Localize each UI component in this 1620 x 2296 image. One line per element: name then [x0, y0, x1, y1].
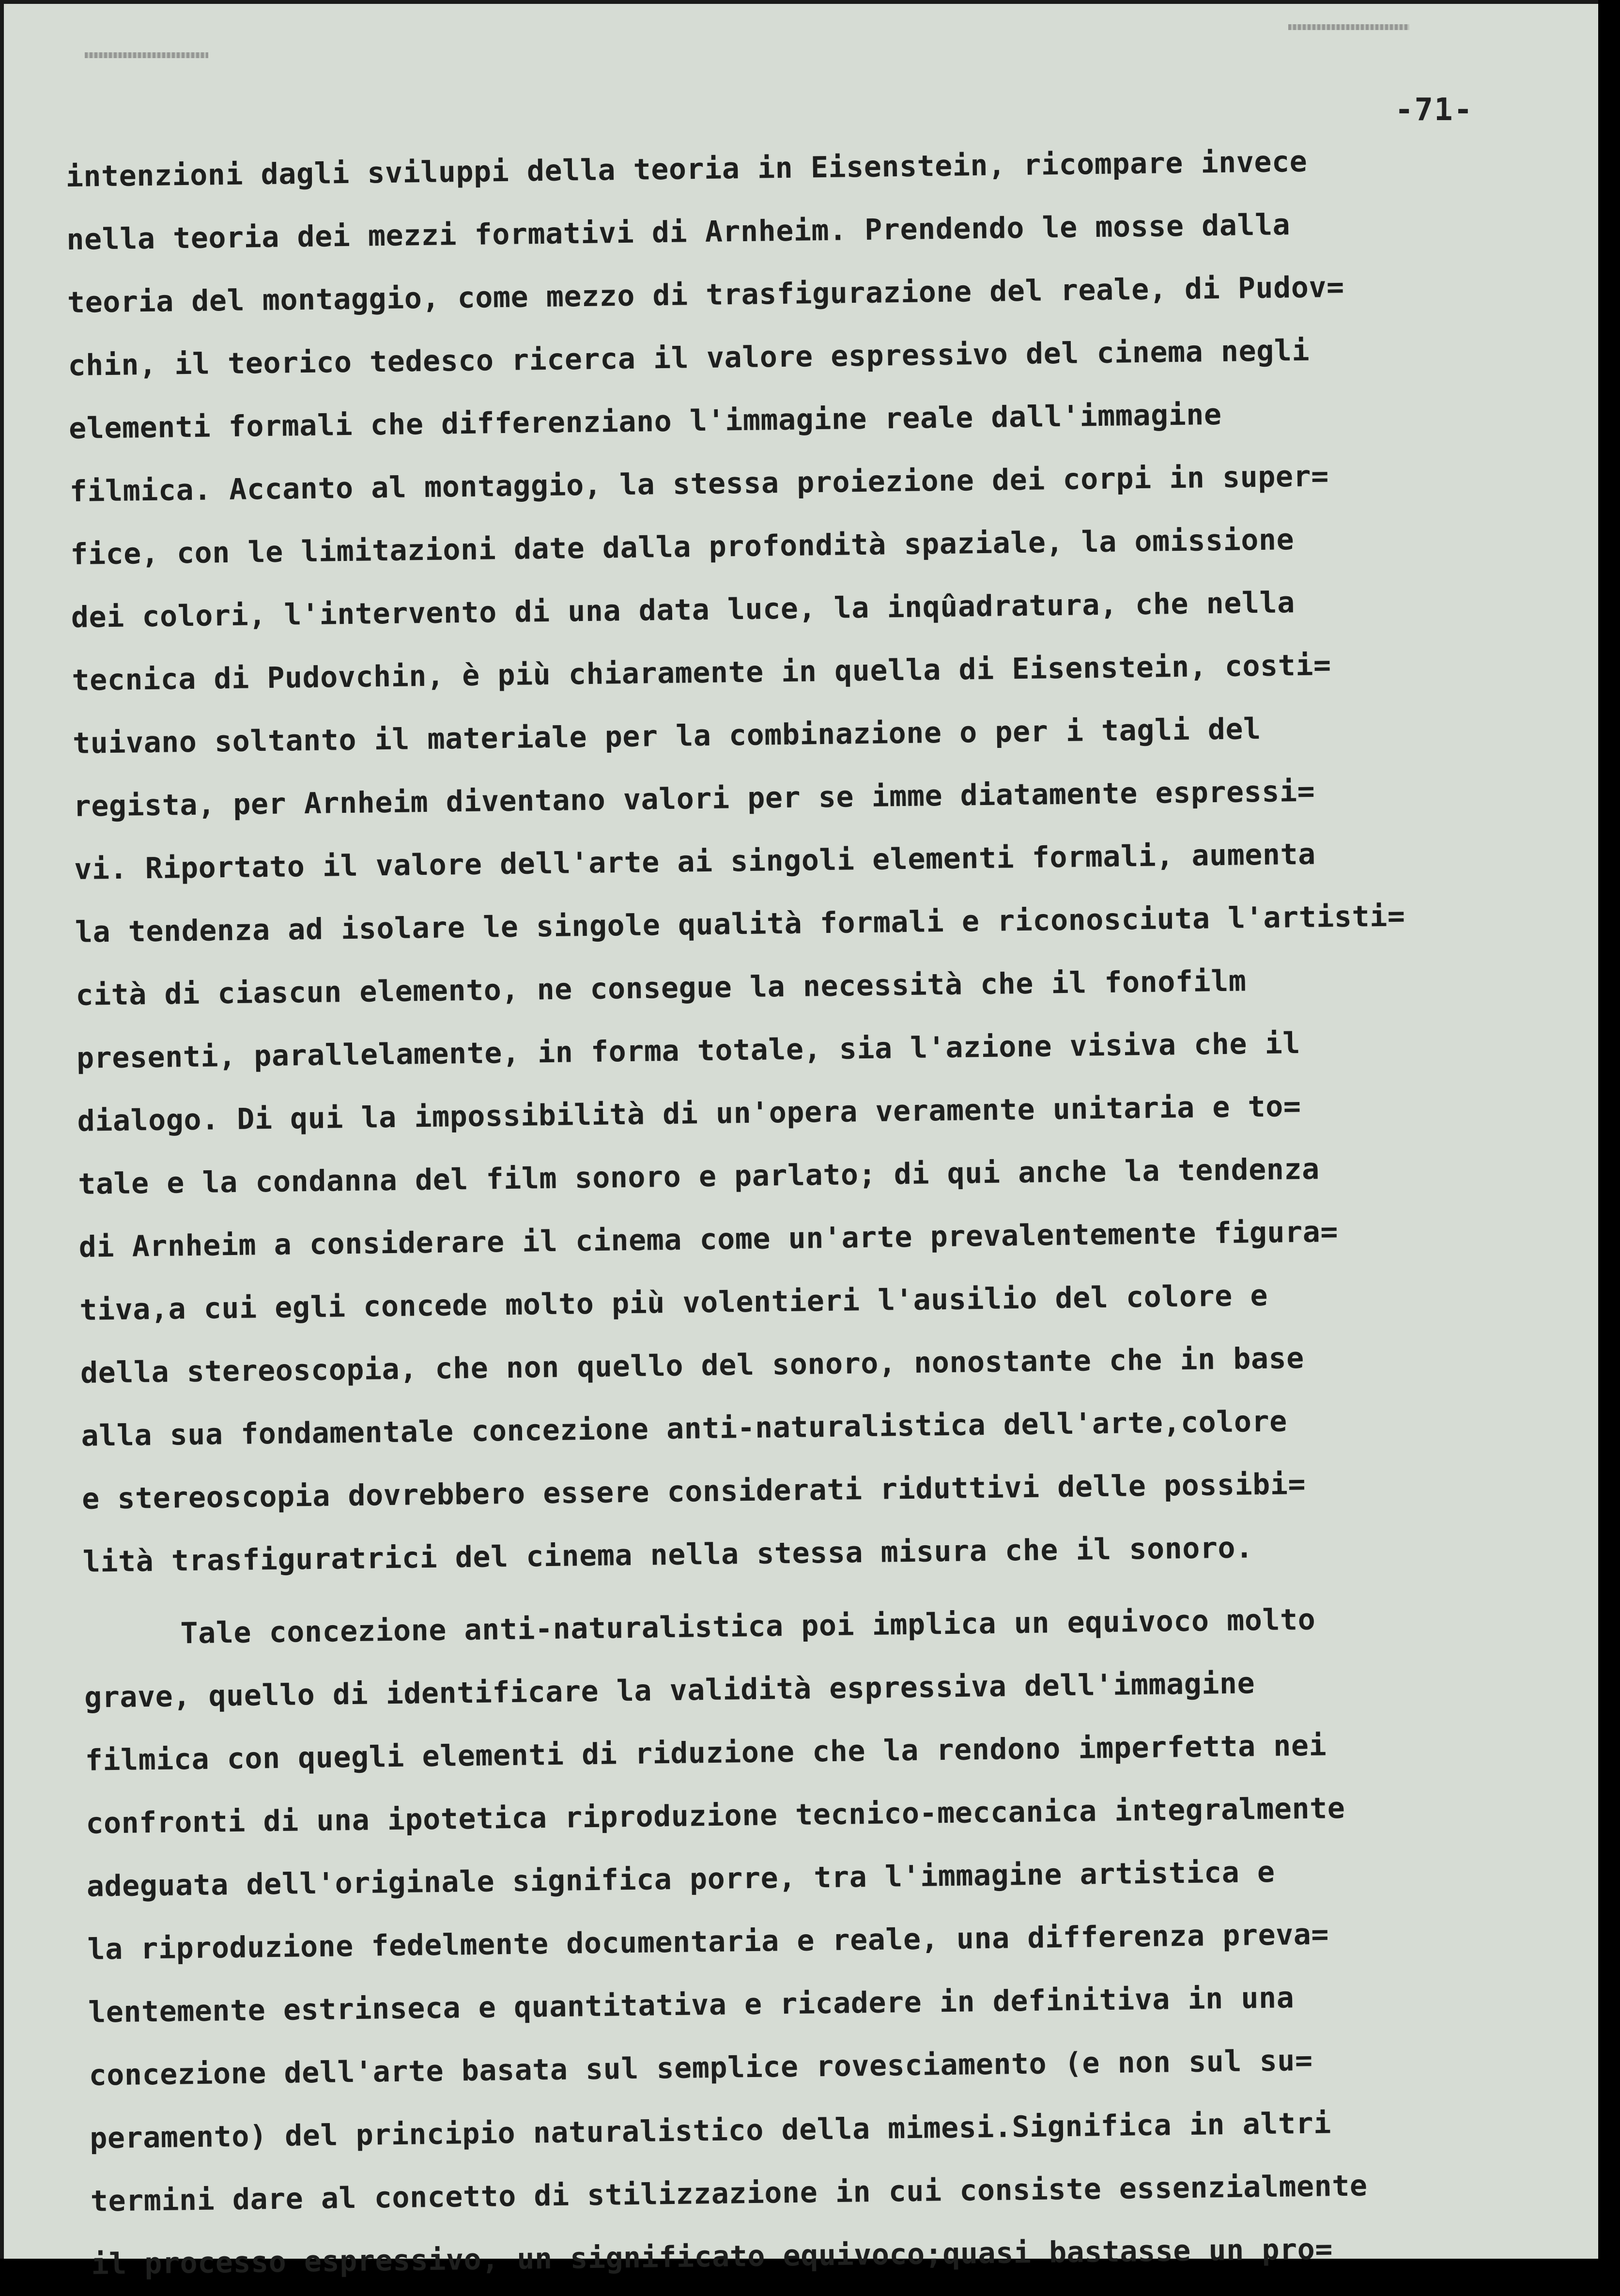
scan-border-top: [0, 0, 1598, 4]
text-line: regista, per Arnheim diventano valori per se imme diatamente espressi=: [73, 774, 1315, 823]
text-line: elementi formali che differenziano l'immagine reale dall'immagine: [68, 397, 1222, 446]
text-line: intenzioni dagli sviluppi della teoria in Eisenstein, ricompare invece: [65, 144, 1308, 194]
text-line: dialogo. Di qui la impossibilità di un'opera veramente unitaria e to=: [77, 1089, 1301, 1138]
text-line: di Arnheim a considerare il cinema come un'arte prevalentemente figura=: [78, 1215, 1339, 1264]
text-line: concezione dell'arte basata sul semplice rovesciamento (e non sul su=: [89, 2043, 1313, 2093]
tape-mark-left: [85, 52, 208, 58]
text-line: fice, con le limitazioni date dalla profondità spaziale, la omissione: [70, 523, 1295, 572]
page-number: -71-: [1395, 92, 1474, 128]
text-line: cità di ciascun elemento, ne consegue la necessità che il fonofilm: [76, 964, 1247, 1012]
text-line: il processo espressivo, un significato equivoco;quasi bastasse un pro=: [91, 2232, 1333, 2281]
text-line: lità trasfiguratrici del cinema nella stessa misura che il sonoro.: [82, 1531, 1254, 1579]
scan-edge-right: [1598, 0, 1620, 2259]
text-line: alla sua fondamentale concezione anti-naturalistica dell'arte,colore: [81, 1404, 1288, 1453]
text-line: tiva,a cui egli concede molto più volentieri l'ausilio del colore e: [79, 1278, 1268, 1327]
text-line: della stereoscopia, che non quello del sonoro, nonostante che in base: [80, 1341, 1305, 1390]
text-line: lentemente estrinseca e quantitativa e ricadere in definitiva in una: [88, 1981, 1295, 2030]
text-line: vi. Riportato il valore dell'arte ai singoli elementi formali, aumenta: [74, 837, 1316, 886]
text-line: chin, il teorico tedesco ricerca il valore espressivo del cinema negli: [68, 333, 1310, 383]
text-line: e stereoscopia dovrebbero essere considerati riduttivi delle possibi=: [81, 1467, 1306, 1516]
text-line: Tale concezione anti-naturalistica poi implica un equivoco molto: [180, 1602, 1316, 1651]
text-line: la tendenza ad isolare le singole qualità formali e riconosciuta l'artisti=: [75, 899, 1405, 949]
scan-border-left: [0, 0, 4, 2259]
text-line: dei colori, l'intervento di una data luce, la inqûadratura, che nella: [71, 586, 1296, 635]
text-line: teoria del montaggio, come mezzo di trasfigurazione del reale, di Pudov=: [67, 270, 1345, 320]
text-line: tecnica di Pudovchin, è più chiaramente in quella di Eisenstein, costi=: [72, 648, 1331, 698]
text-line: tuivano soltanto il materiale per la combinazione o per i tagli del: [72, 712, 1262, 760]
text-line: filmica con quegli elementi di riduzione che la rendono imperfetta nei: [85, 1728, 1327, 1778]
body-text: [65, 127, 1583, 2296]
text-line: grave, quello di identificare la validità espressiva dell'immagine: [84, 1666, 1255, 1715]
text-line: tale e la condanna del film sonoro e parlato; di qui anche la tendenza: [77, 1152, 1320, 1201]
text-line: adeguata dell'originale significa porre, tra l'immagine artistica e: [86, 1855, 1275, 1904]
text-line: termini dare al concetto di stilizzazione in cui consiste essenzialmente: [90, 2169, 1368, 2218]
text-line: peramento) del principio naturalistico della mimesi.Significa in altri: [89, 2106, 1332, 2156]
text-line: presenti, parallelamente, in forma totale, sia l'azione visiva che il: [76, 1026, 1301, 1075]
text-line: la riproduzione fedelmente documentaria e reale, una differenza preva=: [87, 1917, 1329, 1967]
text-line: nella teoria dei mezzi formativi di Arnheim. Prendendo le mosse dalla: [66, 208, 1291, 257]
text-line: filmica. Accanto al montaggio, la stessa proiezione dei corpi in super=: [69, 459, 1329, 509]
text-line: confronti di una ipotetica riproduzione tecnico-meccanica integralmente: [85, 1791, 1345, 1841]
tape-mark-right: [1288, 24, 1409, 30]
